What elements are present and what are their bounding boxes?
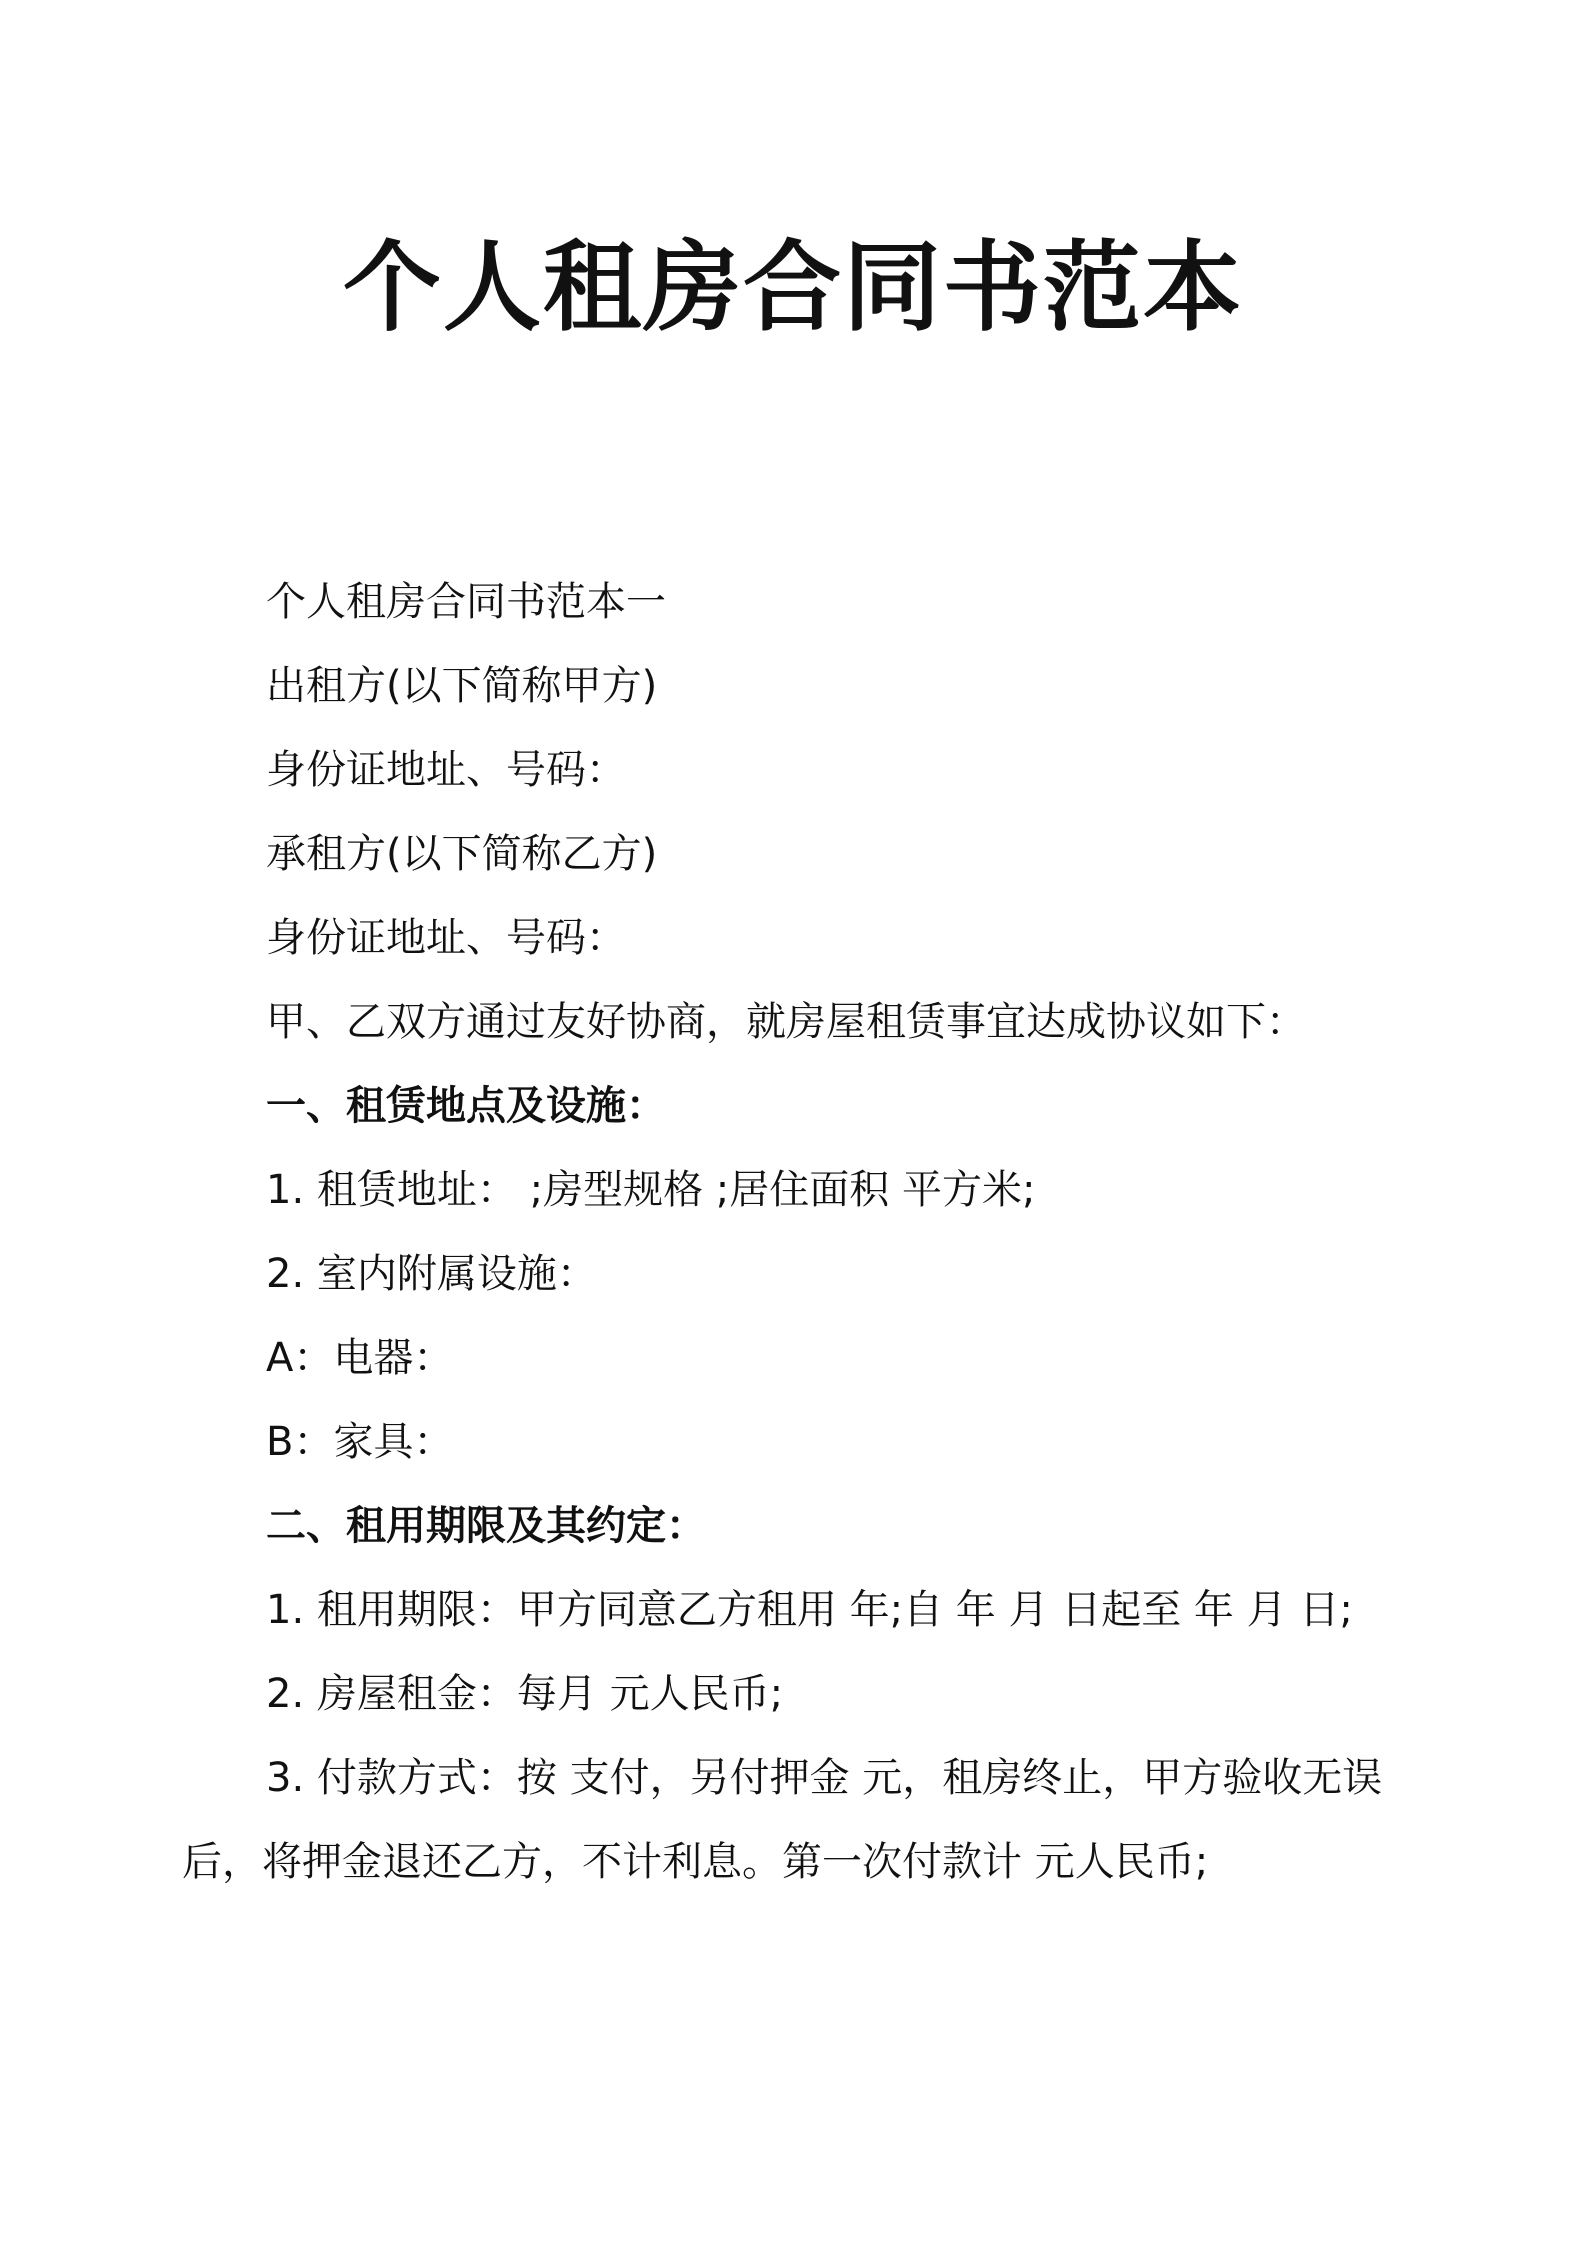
- paragraph-13: 2. 房屋租金：每月 元人民币;: [266, 1671, 784, 1717]
- paragraph-14: 3. 付款方式：按 支付，另付押金 元，租房终止，甲方验收无误后，将押金退还乙方，不计利息。第一次付款计 元人民币;: [182, 1755, 1383, 1885]
- document-body: [182, 560, 1422, 1904]
- paragraph-10: B：家具：: [266, 1419, 454, 1465]
- paragraph-12: 1. 租用期限：甲方同意乙方租用 年;自 年 月 日起至 年 月 日;: [266, 1587, 1353, 1633]
- paragraph-7: 1. 租赁地址： ;房型规格 ;居住面积 平方米;: [266, 1167, 1036, 1213]
- paragraph-8: 2. 室内附属设施：: [266, 1251, 597, 1297]
- document-title: 个人租房合同书范本: [342, 231, 1243, 345]
- paragraph-3: 承租方(以下简称乙方): [266, 831, 658, 877]
- section-heading-1: 一、租赁地点及设施：: [266, 1083, 666, 1129]
- paragraph-9: A：电器：: [266, 1335, 454, 1381]
- paragraph-2: 身份证地址、号码：: [266, 747, 626, 793]
- paragraph-1: 出租方(以下简称甲方): [266, 663, 658, 709]
- section-heading-2: 二、租用期限及其约定：: [266, 1503, 706, 1549]
- paragraph-0: 个人租房合同书范本一: [266, 579, 666, 625]
- paragraph-4: 身份证地址、号码：: [266, 915, 626, 961]
- paragraph-5: 甲、乙双方通过友好协商，就房屋租赁事宜达成协议如下：: [266, 999, 1306, 1045]
